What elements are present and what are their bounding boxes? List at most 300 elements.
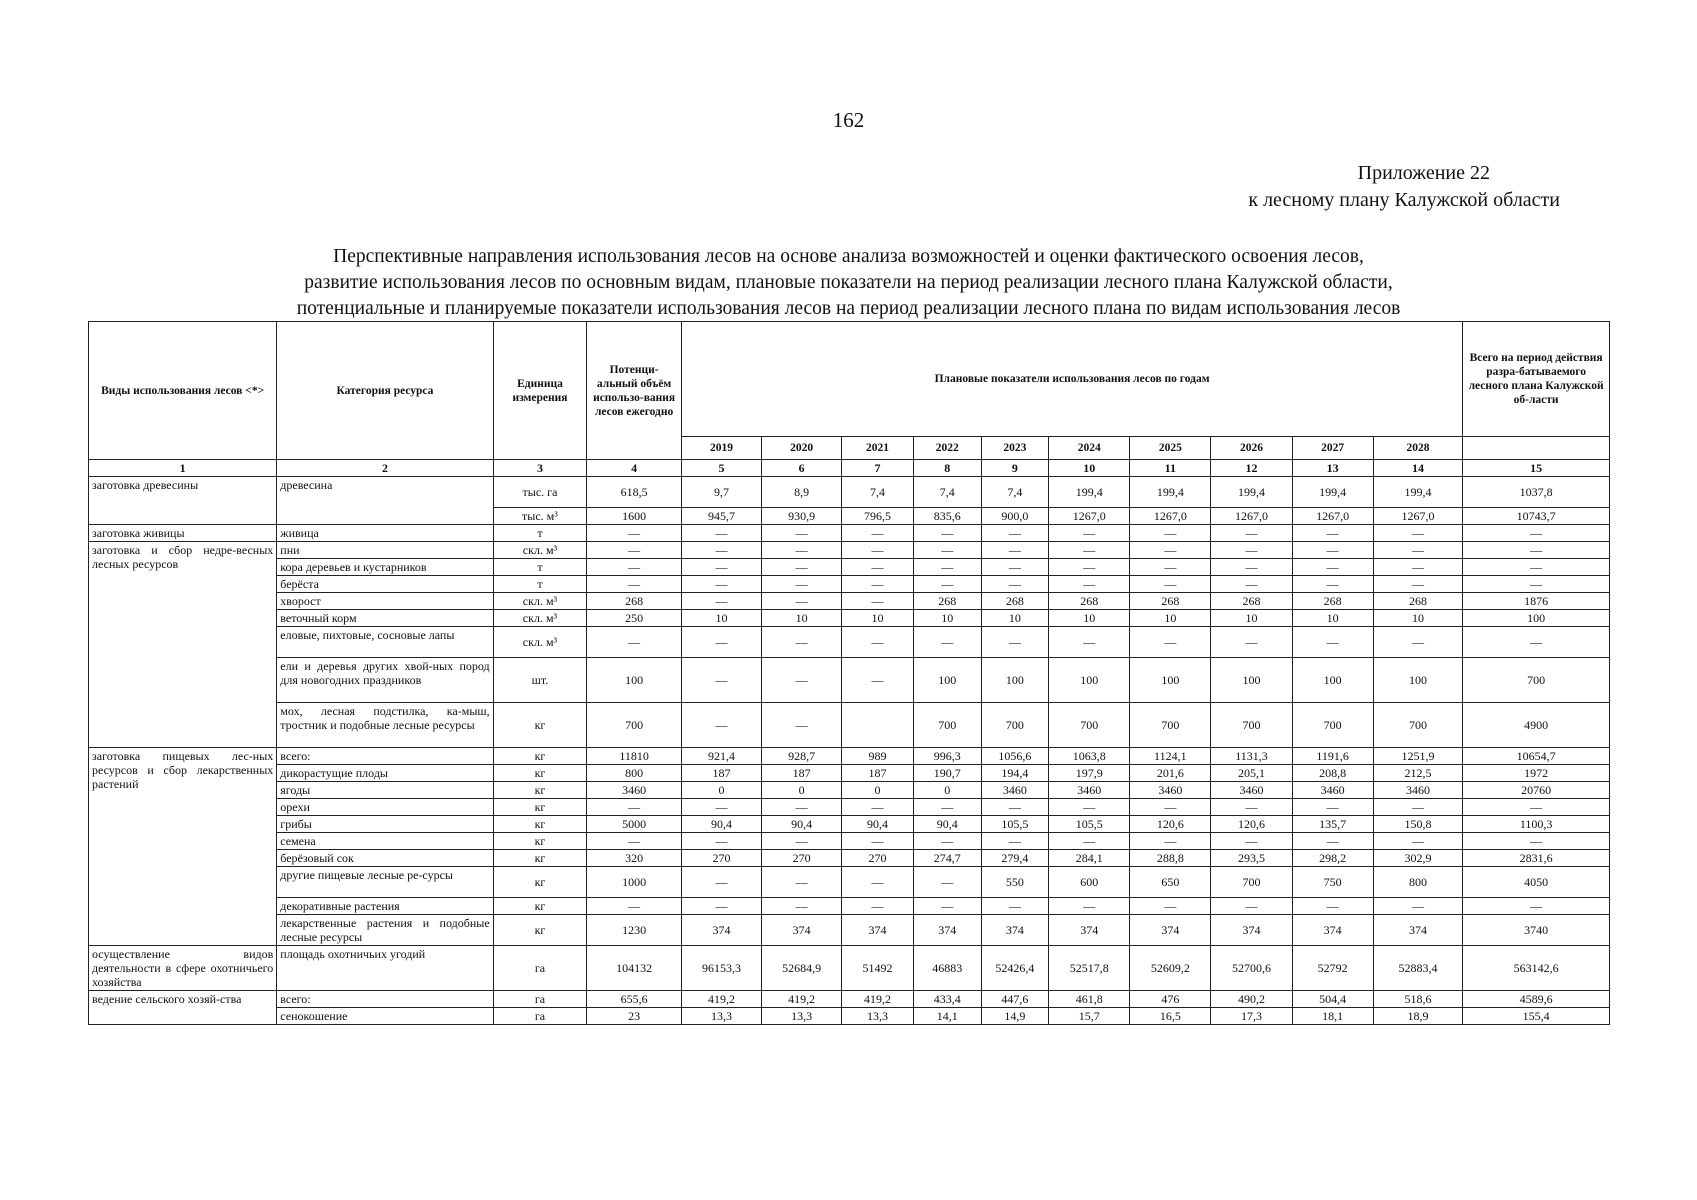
cell-year-value: 7,4 (913, 477, 981, 508)
cell-year-value: 190,7 (913, 765, 981, 782)
cell-year-value: — (762, 799, 842, 816)
cell-year-value: 374 (842, 915, 914, 946)
cell-year-value: — (1130, 898, 1211, 915)
cell-year-value: 7,4 (981, 477, 1049, 508)
cell-year-value: 835,6 (913, 508, 981, 525)
table-row (89, 576, 1610, 593)
title-line-3: потенциальные и планируемые показатели использования лесов на период реализации лесного плана по видам использования лесов (296, 298, 1401, 319)
cell-total: — (1463, 799, 1610, 816)
title-line-2: развитие использования лесов по основным видам, плановые показатели на период реализации лесного плана Калужской области, (304, 272, 1393, 293)
cell-year-value: 120,6 (1211, 816, 1292, 833)
cell-year-value: 274,7 (913, 850, 981, 867)
cell-year-value: — (1049, 542, 1130, 559)
cell-year-value: 199,4 (1211, 477, 1292, 508)
cell-unit: т (493, 559, 587, 576)
cell-year-value: 100 (1049, 658, 1130, 703)
cell-potential: 5000 (587, 816, 682, 833)
cell-unit: тыс. м³ (493, 508, 587, 525)
cell-year-value: — (1292, 559, 1373, 576)
cell-year-value: 1251,9 (1373, 748, 1463, 765)
cell-year-value (842, 703, 914, 748)
cell-year-value: — (762, 525, 842, 542)
column-number: 4 (587, 460, 682, 477)
cell-year-value: 1267,0 (1130, 508, 1211, 525)
cell-unit: кг (493, 765, 587, 782)
cell-year-value: 13,3 (842, 1008, 914, 1025)
cell-year-value: — (681, 627, 761, 658)
cell-year-value: 928,7 (762, 748, 842, 765)
cell-year-value: 10 (762, 610, 842, 627)
cell-year-value: — (1049, 576, 1130, 593)
cell-year-value: 105,5 (1049, 816, 1130, 833)
cell-total: 3740 (1463, 915, 1610, 946)
cell-year-value: 270 (842, 850, 914, 867)
cell-unit: кг (493, 833, 587, 850)
cell-year-value: — (1211, 525, 1292, 542)
header-resource-category: Категория ресурса (277, 322, 493, 460)
cell-year-value: 490,2 (1211, 991, 1292, 1008)
cell-year-value: — (1130, 799, 1211, 816)
cell-year-value: 3460 (981, 782, 1049, 799)
cell-total: — (1463, 833, 1610, 850)
cell-year-value: — (1373, 833, 1463, 850)
cell-resource-category: декоративные растения (277, 898, 493, 915)
cell-unit: тыс. га (493, 477, 587, 508)
cell-year-value: 0 (681, 782, 761, 799)
cell-year-value: 10 (1373, 610, 1463, 627)
cell-unit: шт. (493, 658, 587, 703)
column-number: 9 (981, 460, 1049, 477)
cell-year-value: 199,4 (1130, 477, 1211, 508)
table-row (89, 867, 1610, 898)
cell-year-value: — (1049, 833, 1130, 850)
title-line-1: Перспективные направления использования лесов на основе анализа возможностей и оценки фактического освоения лесов, (333, 246, 1364, 267)
cell-year-value: 10 (842, 610, 914, 627)
cell-year-value: 13,3 (681, 1008, 761, 1025)
cell-year-value: 700 (1211, 867, 1292, 898)
cell-year-value: — (762, 593, 842, 610)
cell-year-value: — (842, 898, 914, 915)
cell-year-value: 52700,6 (1211, 946, 1292, 991)
cell-year-value: 96153,3 (681, 946, 761, 991)
cell-year-value: 700 (1049, 703, 1130, 748)
cell-year-value: 135,7 (1292, 816, 1373, 833)
cell-unit: кг (493, 799, 587, 816)
cell-year-value: 10 (913, 610, 981, 627)
column-number: 5 (681, 460, 761, 477)
cell-resource-category: площадь охотничьих угодий (277, 946, 493, 991)
cell-potential: 3460 (587, 782, 682, 799)
cell-total: 100 (1463, 610, 1610, 627)
cell-resource-category: хворост (277, 593, 493, 610)
cell-unit: скл. м³ (493, 627, 587, 658)
cell-potential: — (587, 559, 682, 576)
cell-year-value: 298,2 (1292, 850, 1373, 867)
cell-year-value: — (1211, 627, 1292, 658)
cell-year-value: — (842, 658, 914, 703)
cell-year-value: — (1373, 898, 1463, 915)
cell-total: — (1463, 898, 1610, 915)
table-row (89, 525, 1610, 542)
cell-year-value: — (762, 833, 842, 850)
cell-unit: кг (493, 915, 587, 946)
cell-year-value: 374 (762, 915, 842, 946)
cell-year-value: 700 (981, 703, 1049, 748)
cell-potential: — (587, 833, 682, 850)
column-number: 3 (493, 460, 587, 477)
cell-year-value: 150,8 (1373, 816, 1463, 833)
cell-unit: кг (493, 816, 587, 833)
cell-year-value: — (1373, 542, 1463, 559)
cell-year-value: 1267,0 (1211, 508, 1292, 525)
cell-year-value: — (1211, 833, 1292, 850)
cell-year-value: — (913, 898, 981, 915)
cell-year-value: 750 (1292, 867, 1373, 898)
cell-usage-type: ведение сельского хозяй-ства (89, 991, 277, 1025)
cell-resource-category: мох, лесная подстилка, ка-мыш, тростник и подобные лесные ресурсы (277, 703, 493, 748)
header-year: 2026 (1211, 437, 1292, 460)
header-year: 2025 (1130, 437, 1211, 460)
cell-year-value: 800 (1373, 867, 1463, 898)
cell-year-value: — (1049, 799, 1130, 816)
column-number: 13 (1292, 460, 1373, 477)
cell-year-value: — (681, 576, 761, 593)
cell-year-value: — (842, 525, 914, 542)
cell-year-value: 3460 (1292, 782, 1373, 799)
cell-year-value: 700 (913, 703, 981, 748)
cell-year-value: 201,6 (1130, 765, 1211, 782)
cell-year-value: 700 (1292, 703, 1373, 748)
cell-unit: кг (493, 703, 587, 748)
cell-year-value: 197,9 (1049, 765, 1130, 782)
cell-potential: 100 (587, 658, 682, 703)
cell-potential: 700 (587, 703, 682, 748)
header-year: 2024 (1049, 437, 1130, 460)
cell-year-value: — (681, 867, 761, 898)
cell-year-value: — (762, 898, 842, 915)
cell-resource-category: еловые, пихтовые, сосновые лапы (277, 627, 493, 658)
cell-year-value: 461,8 (1049, 991, 1130, 1008)
cell-year-value: — (981, 799, 1049, 816)
cell-year-value: 18,1 (1292, 1008, 1373, 1025)
cell-year-value: 268 (1292, 593, 1373, 610)
header-year: 2019 (681, 437, 761, 460)
table-row (89, 816, 1610, 833)
cell-potential: 1000 (587, 867, 682, 898)
cell-total: 2831,6 (1463, 850, 1610, 867)
cell-year-value: — (1211, 799, 1292, 816)
cell-year-value: — (842, 593, 914, 610)
cell-year-value: 419,2 (762, 991, 842, 1008)
cell-year-value: 212,5 (1373, 765, 1463, 782)
cell-year-value: — (681, 542, 761, 559)
cell-year-value: — (913, 799, 981, 816)
cell-total: 1037,8 (1463, 477, 1610, 508)
cell-year-value: 945,7 (681, 508, 761, 525)
table-row (89, 658, 1610, 703)
cell-year-value: 374 (1049, 915, 1130, 946)
cell-year-value: — (1292, 833, 1373, 850)
cell-year-value: 270 (762, 850, 842, 867)
cell-year-value: 288,8 (1130, 850, 1211, 867)
cell-year-value: 1267,0 (1373, 508, 1463, 525)
cell-year-value: 100 (1130, 658, 1211, 703)
header-year: 2020 (762, 437, 842, 460)
cell-year-value: — (681, 559, 761, 576)
cell-year-value: 52792 (1292, 946, 1373, 991)
cell-year-value: — (681, 799, 761, 816)
cell-year-value: — (1292, 799, 1373, 816)
cell-potential: 23 (587, 1008, 682, 1025)
cell-year-value: — (1373, 559, 1463, 576)
cell-resource-category: лекарственные растения и подобные лесные ресурсы (277, 915, 493, 946)
cell-year-value: 284,1 (1049, 850, 1130, 867)
cell-year-value: 100 (981, 658, 1049, 703)
cell-year-value: — (1130, 525, 1211, 542)
cell-year-value: — (1373, 799, 1463, 816)
cell-resource-category: веточный корм (277, 610, 493, 627)
cell-resource-category: живица (277, 525, 493, 542)
cell-year-value: — (1373, 525, 1463, 542)
cell-potential: — (587, 799, 682, 816)
cell-year-value: — (981, 898, 1049, 915)
cell-total: 4050 (1463, 867, 1610, 898)
cell-year-value: 187 (762, 765, 842, 782)
cell-year-value: 268 (1373, 593, 1463, 610)
table-row (89, 946, 1610, 991)
cell-unit: га (493, 946, 587, 991)
cell-year-value: — (681, 658, 761, 703)
cell-usage-type: осуществление видов деятельности в сфере охотничьего хозяйства (89, 946, 277, 991)
cell-unit: кг (493, 748, 587, 765)
cell-resource-category: семена (277, 833, 493, 850)
cell-year-value: — (1130, 542, 1211, 559)
cell-year-value: 447,6 (981, 991, 1049, 1008)
cell-year-value: 650 (1130, 867, 1211, 898)
header-potential-volume: Потенци-альный объём использо-вания лесов ежегодно (587, 322, 682, 460)
cell-year-value: 14,1 (913, 1008, 981, 1025)
cell-year-value: 8,9 (762, 477, 842, 508)
cell-total: 563142,6 (1463, 946, 1610, 991)
header-year: 2022 (913, 437, 981, 460)
cell-unit: га (493, 1008, 587, 1025)
cell-year-value: 10 (981, 610, 1049, 627)
cell-year-value: — (1292, 542, 1373, 559)
cell-year-value: 600 (1049, 867, 1130, 898)
cell-year-value: 46883 (913, 946, 981, 991)
table-row (89, 703, 1610, 748)
cell-year-value: 1191,6 (1292, 748, 1373, 765)
cell-unit: скл. м³ (493, 542, 587, 559)
cell-potential: 320 (587, 850, 682, 867)
cell-year-value: — (913, 576, 981, 593)
cell-year-value: — (1130, 559, 1211, 576)
column-number: 6 (762, 460, 842, 477)
cell-year-value: 3460 (1130, 782, 1211, 799)
table-row (89, 782, 1610, 799)
cell-year-value: 268 (1211, 593, 1292, 610)
cell-year-value: 90,4 (913, 816, 981, 833)
cell-year-value: 374 (1211, 915, 1292, 946)
cell-year-value: 120,6 (1130, 816, 1211, 833)
cell-potential: — (587, 542, 682, 559)
cell-year-value: 52883,4 (1373, 946, 1463, 991)
document-title (90, 244, 1607, 322)
cell-year-value: — (1049, 525, 1130, 542)
cell-year-value: 270 (681, 850, 761, 867)
cell-year-value: — (1373, 627, 1463, 658)
column-number: 8 (913, 460, 981, 477)
cell-year-value: — (1292, 576, 1373, 593)
cell-total: 20760 (1463, 782, 1610, 799)
cell-year-value: 100 (1373, 658, 1463, 703)
cell-year-value: — (913, 867, 981, 898)
column-number: 11 (1130, 460, 1211, 477)
cell-year-value: — (762, 627, 842, 658)
cell-total: 1972 (1463, 765, 1610, 782)
cell-resource-category: сенокошение (277, 1008, 493, 1025)
cell-year-value: — (1292, 898, 1373, 915)
cell-total: 1100,3 (1463, 816, 1610, 833)
cell-total: — (1463, 525, 1610, 542)
cell-year-value: 268 (913, 593, 981, 610)
cell-year-value: 268 (981, 593, 1049, 610)
header-total-period: Всего на период действия разра-батываемого лесного плана Калужской об-ласти (1463, 322, 1610, 437)
cell-year-value: — (913, 559, 981, 576)
cell-year-value: 3460 (1049, 782, 1130, 799)
cell-year-value: 504,4 (1292, 991, 1373, 1008)
cell-year-value: 10 (681, 610, 761, 627)
cell-year-value: 1267,0 (1049, 508, 1130, 525)
cell-year-value: — (1211, 576, 1292, 593)
cell-year-value: 930,9 (762, 508, 842, 525)
cell-total: — (1463, 542, 1610, 559)
cell-total: 1876 (1463, 593, 1610, 610)
cell-resource-category: грибы (277, 816, 493, 833)
cell-year-value: — (913, 627, 981, 658)
cell-year-value: — (762, 658, 842, 703)
column-number: 2 (277, 460, 493, 477)
cell-potential: 268 (587, 593, 682, 610)
cell-year-value: 268 (1130, 593, 1211, 610)
cell-year-value: 205,1 (1211, 765, 1292, 782)
cell-total: 4589,6 (1463, 991, 1610, 1008)
table-row (89, 1008, 1610, 1025)
cell-year-value: 1056,6 (981, 748, 1049, 765)
cell-year-value: 10 (1211, 610, 1292, 627)
cell-year-value: 10 (1292, 610, 1373, 627)
header-unit: Единица измерения (493, 322, 587, 460)
cell-year-value: 187 (842, 765, 914, 782)
cell-year-value: — (1211, 559, 1292, 576)
cell-year-value: — (762, 576, 842, 593)
cell-year-value: 18,9 (1373, 1008, 1463, 1025)
cell-year-value: 7,4 (842, 477, 914, 508)
cell-potential: 11810 (587, 748, 682, 765)
cell-year-value: 194,4 (981, 765, 1049, 782)
cell-year-value: 279,4 (981, 850, 1049, 867)
cell-potential: 800 (587, 765, 682, 782)
cell-unit: т (493, 576, 587, 593)
cell-resource-category: берёста (277, 576, 493, 593)
cell-year-value: — (913, 525, 981, 542)
cell-year-value: 996,3 (913, 748, 981, 765)
cell-year-value: 10 (1130, 610, 1211, 627)
cell-usage-type: заготовка и сбор недре-весных лесных ресурсов (89, 542, 277, 748)
cell-year-value: 52684,9 (762, 946, 842, 991)
column-number: 14 (1373, 460, 1463, 477)
cell-year-value: 374 (1373, 915, 1463, 946)
table-row (89, 542, 1610, 559)
cell-resource-category: орехи (277, 799, 493, 816)
cell-year-value: — (981, 559, 1049, 576)
cell-year-value: 374 (1292, 915, 1373, 946)
cell-year-value: — (913, 542, 981, 559)
column-number: 12 (1211, 460, 1292, 477)
cell-year-value: — (981, 576, 1049, 593)
cell-resource-category: всего: (277, 991, 493, 1008)
table-row (89, 627, 1610, 658)
cell-year-value: 100 (1211, 658, 1292, 703)
cell-resource-category: ели и деревья других хвой-ных пород для новогодних праздников (277, 658, 493, 703)
cell-year-value: 374 (681, 915, 761, 946)
cell-unit: кг (493, 867, 587, 898)
cell-year-value: 476 (1130, 991, 1211, 1008)
cell-unit: кг (493, 850, 587, 867)
cell-year-value: — (681, 833, 761, 850)
cell-year-value: 3460 (1211, 782, 1292, 799)
cell-year-value: 208,8 (1292, 765, 1373, 782)
cell-year-value: — (842, 833, 914, 850)
header-planned-indicators: Плановые показатели использования лесов по годам (681, 322, 1462, 437)
table-row (89, 991, 1610, 1008)
cell-year-value: — (981, 833, 1049, 850)
table-row (89, 915, 1610, 946)
cell-year-value: 374 (1130, 915, 1211, 946)
cell-unit: скл. м³ (493, 610, 587, 627)
cell-year-value: 199,4 (1292, 477, 1373, 508)
cell-year-value: 268 (1049, 593, 1130, 610)
cell-year-value: — (1049, 627, 1130, 658)
cell-year-value: 374 (913, 915, 981, 946)
cell-resource-category: пни (277, 542, 493, 559)
cell-year-value: 51492 (842, 946, 914, 991)
table-row (89, 850, 1610, 867)
cell-total: 10743,7 (1463, 508, 1610, 525)
cell-year-value: — (681, 898, 761, 915)
cell-year-value: 796,5 (842, 508, 914, 525)
cell-year-value: — (842, 542, 914, 559)
cell-total: — (1463, 627, 1610, 658)
page-number: 162 (832, 108, 865, 132)
cell-year-value: 90,4 (842, 816, 914, 833)
cell-year-value: 700 (1211, 703, 1292, 748)
cell-year-value: 16,5 (1130, 1008, 1211, 1025)
cell-resource-category: кора деревьев и кустарников (277, 559, 493, 576)
cell-potential: 250 (587, 610, 682, 627)
appendix-line-2: к лесному плану Калужской области (1248, 189, 1560, 211)
cell-potential: — (587, 576, 682, 593)
cell-year-value: — (842, 627, 914, 658)
cell-year-value: 10 (1049, 610, 1130, 627)
cell-year-value: 419,2 (681, 991, 761, 1008)
cell-year-value: — (981, 627, 1049, 658)
cell-year-value: 105,5 (981, 816, 1049, 833)
table-row (89, 593, 1610, 610)
cell-resource-category: берёзовый сок (277, 850, 493, 867)
cell-year-value: 52609,2 (1130, 946, 1211, 991)
cell-year-value: 14,9 (981, 1008, 1049, 1025)
